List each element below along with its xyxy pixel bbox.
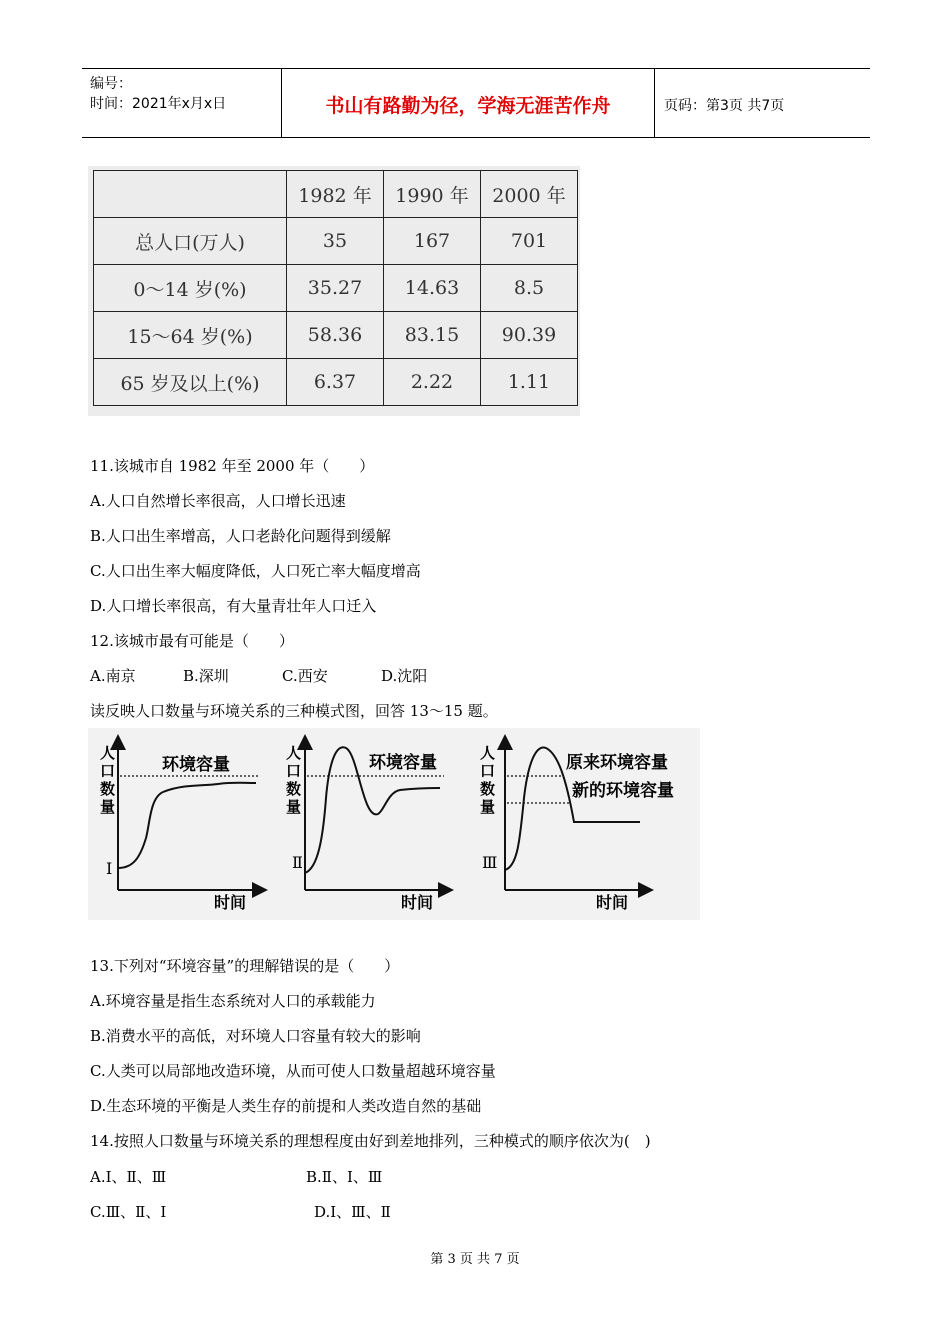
table-cell: 83.15 <box>384 312 481 359</box>
time-label: 时间：2021年x月x日 <box>90 96 227 112</box>
page-header <box>82 68 870 138</box>
y-axis-label-char: 口 <box>100 762 116 780</box>
question-11-option-b: B.人口出生率增高，人口老龄化问题得到缓解 <box>90 527 391 545</box>
table-cell: 35.27 <box>287 265 384 312</box>
question-14-option-c: C.Ⅲ、Ⅱ、Ⅰ <box>90 1203 167 1221</box>
capacity-label: 环境容量 <box>369 753 437 773</box>
number-label: 编号： <box>90 76 132 92</box>
table-cell: 8.5 <box>481 265 578 312</box>
question-13-option-a: A.环境容量是指生态系统对人口的承载能力 <box>90 992 376 1010</box>
y-axis-label-char: 量 <box>480 798 496 816</box>
question-13-option-d: D.生态环境的平衡是人类生存的前提和人类改造自然的基础 <box>90 1097 482 1115</box>
question-14-option-b: B.Ⅱ、Ⅰ、Ⅲ <box>306 1168 383 1186</box>
question-12-option-d: D.沈阳 <box>381 667 428 685</box>
question-11-option-d: D.人口增长率很高，有大量青壮年人口迁入 <box>90 597 377 615</box>
table-corner-cell <box>94 171 287 218</box>
table-cell: 35 <box>287 218 384 265</box>
population-table-image <box>88 166 580 416</box>
row-label: 0～14 岁(%) <box>94 265 287 312</box>
table-cell: 14.63 <box>384 265 481 312</box>
table-row <box>94 265 578 312</box>
table-header-row <box>94 171 578 218</box>
table-cell: 167 <box>384 218 481 265</box>
y-axis-label-char: 口 <box>286 762 302 780</box>
population-table <box>93 170 578 406</box>
question-11-option-c: C.人口出生率大幅度降低，人口死亡率大幅度增高 <box>90 562 421 580</box>
year-header: 1990 年 <box>384 171 481 218</box>
page-footer: 第 3 页 共 7 页 <box>430 1252 520 1267</box>
x-axis-label: 时间 <box>401 893 434 912</box>
question-11-option-a: A.人口自然增长率很高，人口增长迅速 <box>90 492 346 510</box>
question-12-option-b: B.深圳 <box>183 667 229 685</box>
y-axis-label-char: 数 <box>100 780 116 798</box>
y-axis-label-char: 量 <box>286 798 302 816</box>
y-axis-label-char: 量 <box>100 798 116 816</box>
table-row <box>94 312 578 359</box>
year-header: 2000 年 <box>481 171 578 218</box>
population-model-figure <box>88 728 700 920</box>
y-axis-label-char: 人 <box>480 744 496 762</box>
row-label: 65 岁及以上(%) <box>94 359 287 406</box>
y-axis-label-char: 人 <box>100 744 116 762</box>
model-charts-svg <box>88 728 700 920</box>
question-14-option-a: A.Ⅰ、Ⅱ、Ⅲ <box>90 1168 167 1186</box>
table-cell: 90.39 <box>481 312 578 359</box>
model-panel-2 <box>286 738 450 912</box>
model-panel-1 <box>100 738 264 912</box>
model-panel-3 <box>480 738 674 912</box>
question-11-stem: 11.该城市自 1982 年至 2000 年（ ） <box>90 457 375 475</box>
table-cell: 6.37 <box>287 359 384 406</box>
question-14-option-d: D.Ⅰ、Ⅲ、Ⅱ <box>314 1203 391 1221</box>
y-axis-label-char: 人 <box>286 744 302 762</box>
new-capacity-label: 新的环境容量 <box>572 781 674 801</box>
question-13-stem: 13.下列对“环境容量”的理解错误的是（ ） <box>90 957 400 975</box>
year-header: 1982 年 <box>287 171 384 218</box>
panel-numeral: Ⅲ <box>482 853 498 872</box>
x-axis-label: 时间 <box>214 893 247 912</box>
original-capacity-label: 原来环境容量 <box>566 753 668 773</box>
panel-numeral: Ⅱ <box>292 853 303 872</box>
table-row <box>94 359 578 406</box>
question-12-option-a: A.南京 <box>90 667 136 685</box>
y-axis-label-char: 数 <box>286 780 302 798</box>
question-14-stem: 14.按照人口数量与环境关系的理想程度由好到差地排列，三种模式的顺序依次为( ) <box>90 1132 651 1150</box>
capacity-label: 环境容量 <box>162 755 230 775</box>
population-curve <box>118 783 256 868</box>
page-label: 页码：第3页 共7页 <box>664 98 785 114</box>
motto: 书山有路勤为径，学海无涯苦作舟 <box>325 95 611 117</box>
question-12-option-c: C.西安 <box>282 667 328 685</box>
table-cell: 701 <box>481 218 578 265</box>
row-label: 15～64 岁(%) <box>94 312 287 359</box>
table-cell: 58.36 <box>287 312 384 359</box>
y-axis-label-char: 口 <box>480 762 496 780</box>
x-axis-label: 时间 <box>596 893 629 912</box>
row-label: 总人口(万人) <box>94 218 287 265</box>
header-divider <box>654 69 655 137</box>
table-cell: 1.11 <box>481 359 578 406</box>
question-12-stem: 12.该城市最有可能是（ ） <box>90 632 294 650</box>
intro-13-15: 读反映人口数量与环境关系的三种模式图，回答 13～15 题。 <box>90 702 498 720</box>
question-13-option-c: C.人类可以局部地改造环境，从而可使人口数量超越环境容量 <box>90 1062 496 1080</box>
panel-numeral: Ⅰ <box>106 859 113 878</box>
table-cell: 2.22 <box>384 359 481 406</box>
table-row <box>94 218 578 265</box>
y-axis-label-char: 数 <box>480 780 496 798</box>
question-13-option-b: B.消费水平的高低，对环境人口容量有较大的影响 <box>90 1027 421 1045</box>
